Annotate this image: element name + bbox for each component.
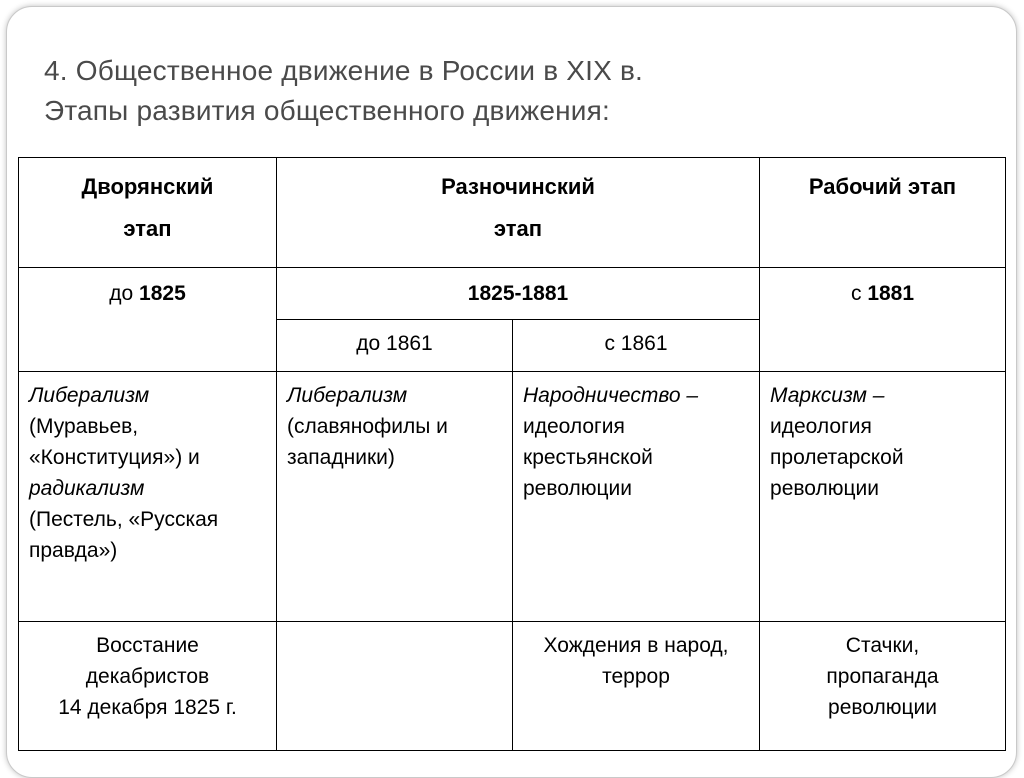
ideology-populism-text2: крестьянской [523,446,653,469]
slide-title: 4. Общественное движение в России в XIX в. [44,55,644,86]
years-worker-prefix: с [850,282,868,305]
events-raznochin-before [277,622,513,751]
years-noble-year: 1825 [139,282,186,305]
ideology-noble-radicalism: радикализм [29,477,145,500]
events-worker-line1: Стачки, [845,634,920,657]
ideology-raznochin-before-liberalism: Либерализм [287,384,408,407]
header-worker-stage [760,158,1006,268]
years-worker-year: 1881 [867,282,915,305]
ideology-marxism-text2: пролетарской [770,446,904,469]
stages-table-wrapper [18,157,1005,750]
ideology-marxism-dash: – [866,384,885,407]
events-noble-line3: 14 декабря 1825 г. [58,696,237,719]
ideology-marxism-text3: революции [770,477,880,500]
events-noble-line2: декабристов [85,665,210,688]
ideology-worker [760,372,1006,622]
header-noble-line2: этап [123,216,172,241]
ideology-raznochin-before [277,372,513,622]
ideology-populism-dash: – [680,384,699,407]
ideology-noble-text2: «Конституция») и [29,446,200,469]
events-row [19,622,1006,751]
ideology-noble-liberalism: Либерализм [29,384,150,407]
events-worker-line2: пропаганда [826,665,939,688]
ideology-noble [19,372,277,622]
events-raznochin-after [513,622,760,751]
events-raznochin-after-line1: Хождения в народ, [543,634,729,657]
header-raznochin-line2: этап [493,216,543,241]
ideology-populism: Народничество [523,384,681,407]
subperiod-after-1861: с 1861 [513,320,760,372]
header-raznochin-line1: Разночинский [441,174,595,199]
ideology-populism-text1: идеология [523,415,625,438]
ideology-marxism: Марксизм [770,384,867,407]
ideology-raznochin-before-text1: (славянофилы и [287,415,448,438]
years-noble [19,268,277,372]
slide-subtitle: Этапы развития общественного движения: [44,95,610,126]
years-worker [760,268,1006,372]
ideology-noble-text1: (Муравьев, [29,415,139,438]
ideology-populism-text3: революции [523,477,632,500]
events-noble-line1: Восстание [96,634,199,657]
header-noble-line1: Дворянский [81,174,214,199]
years-raznochin [277,268,760,320]
years-raznochin-range: 1825-1881 [467,282,569,305]
header-row [19,158,1006,268]
years-row [19,268,1006,320]
header-noble-stage [19,158,277,268]
ideology-marxism-text1: идеология [770,415,872,438]
ideology-raznochin-after [513,372,760,622]
stages-table [18,157,1006,751]
ideology-row [19,372,1006,622]
events-raznochin-after-line2: террор [602,665,670,688]
header-raznochin-stage [277,158,760,268]
subperiod-before-1861: до 1861 [277,320,513,372]
ideology-raznochin-before-text2: западники) [287,446,395,469]
header-worker-label: Рабочий этап [808,174,957,199]
ideology-noble-text3: (Пестель, «Русская [29,508,219,531]
years-noble-prefix: до [109,282,140,305]
ideology-noble-text4: правда») [29,539,118,562]
events-worker [760,622,1006,751]
events-worker-line3: революции [828,696,938,719]
events-noble [19,622,277,751]
